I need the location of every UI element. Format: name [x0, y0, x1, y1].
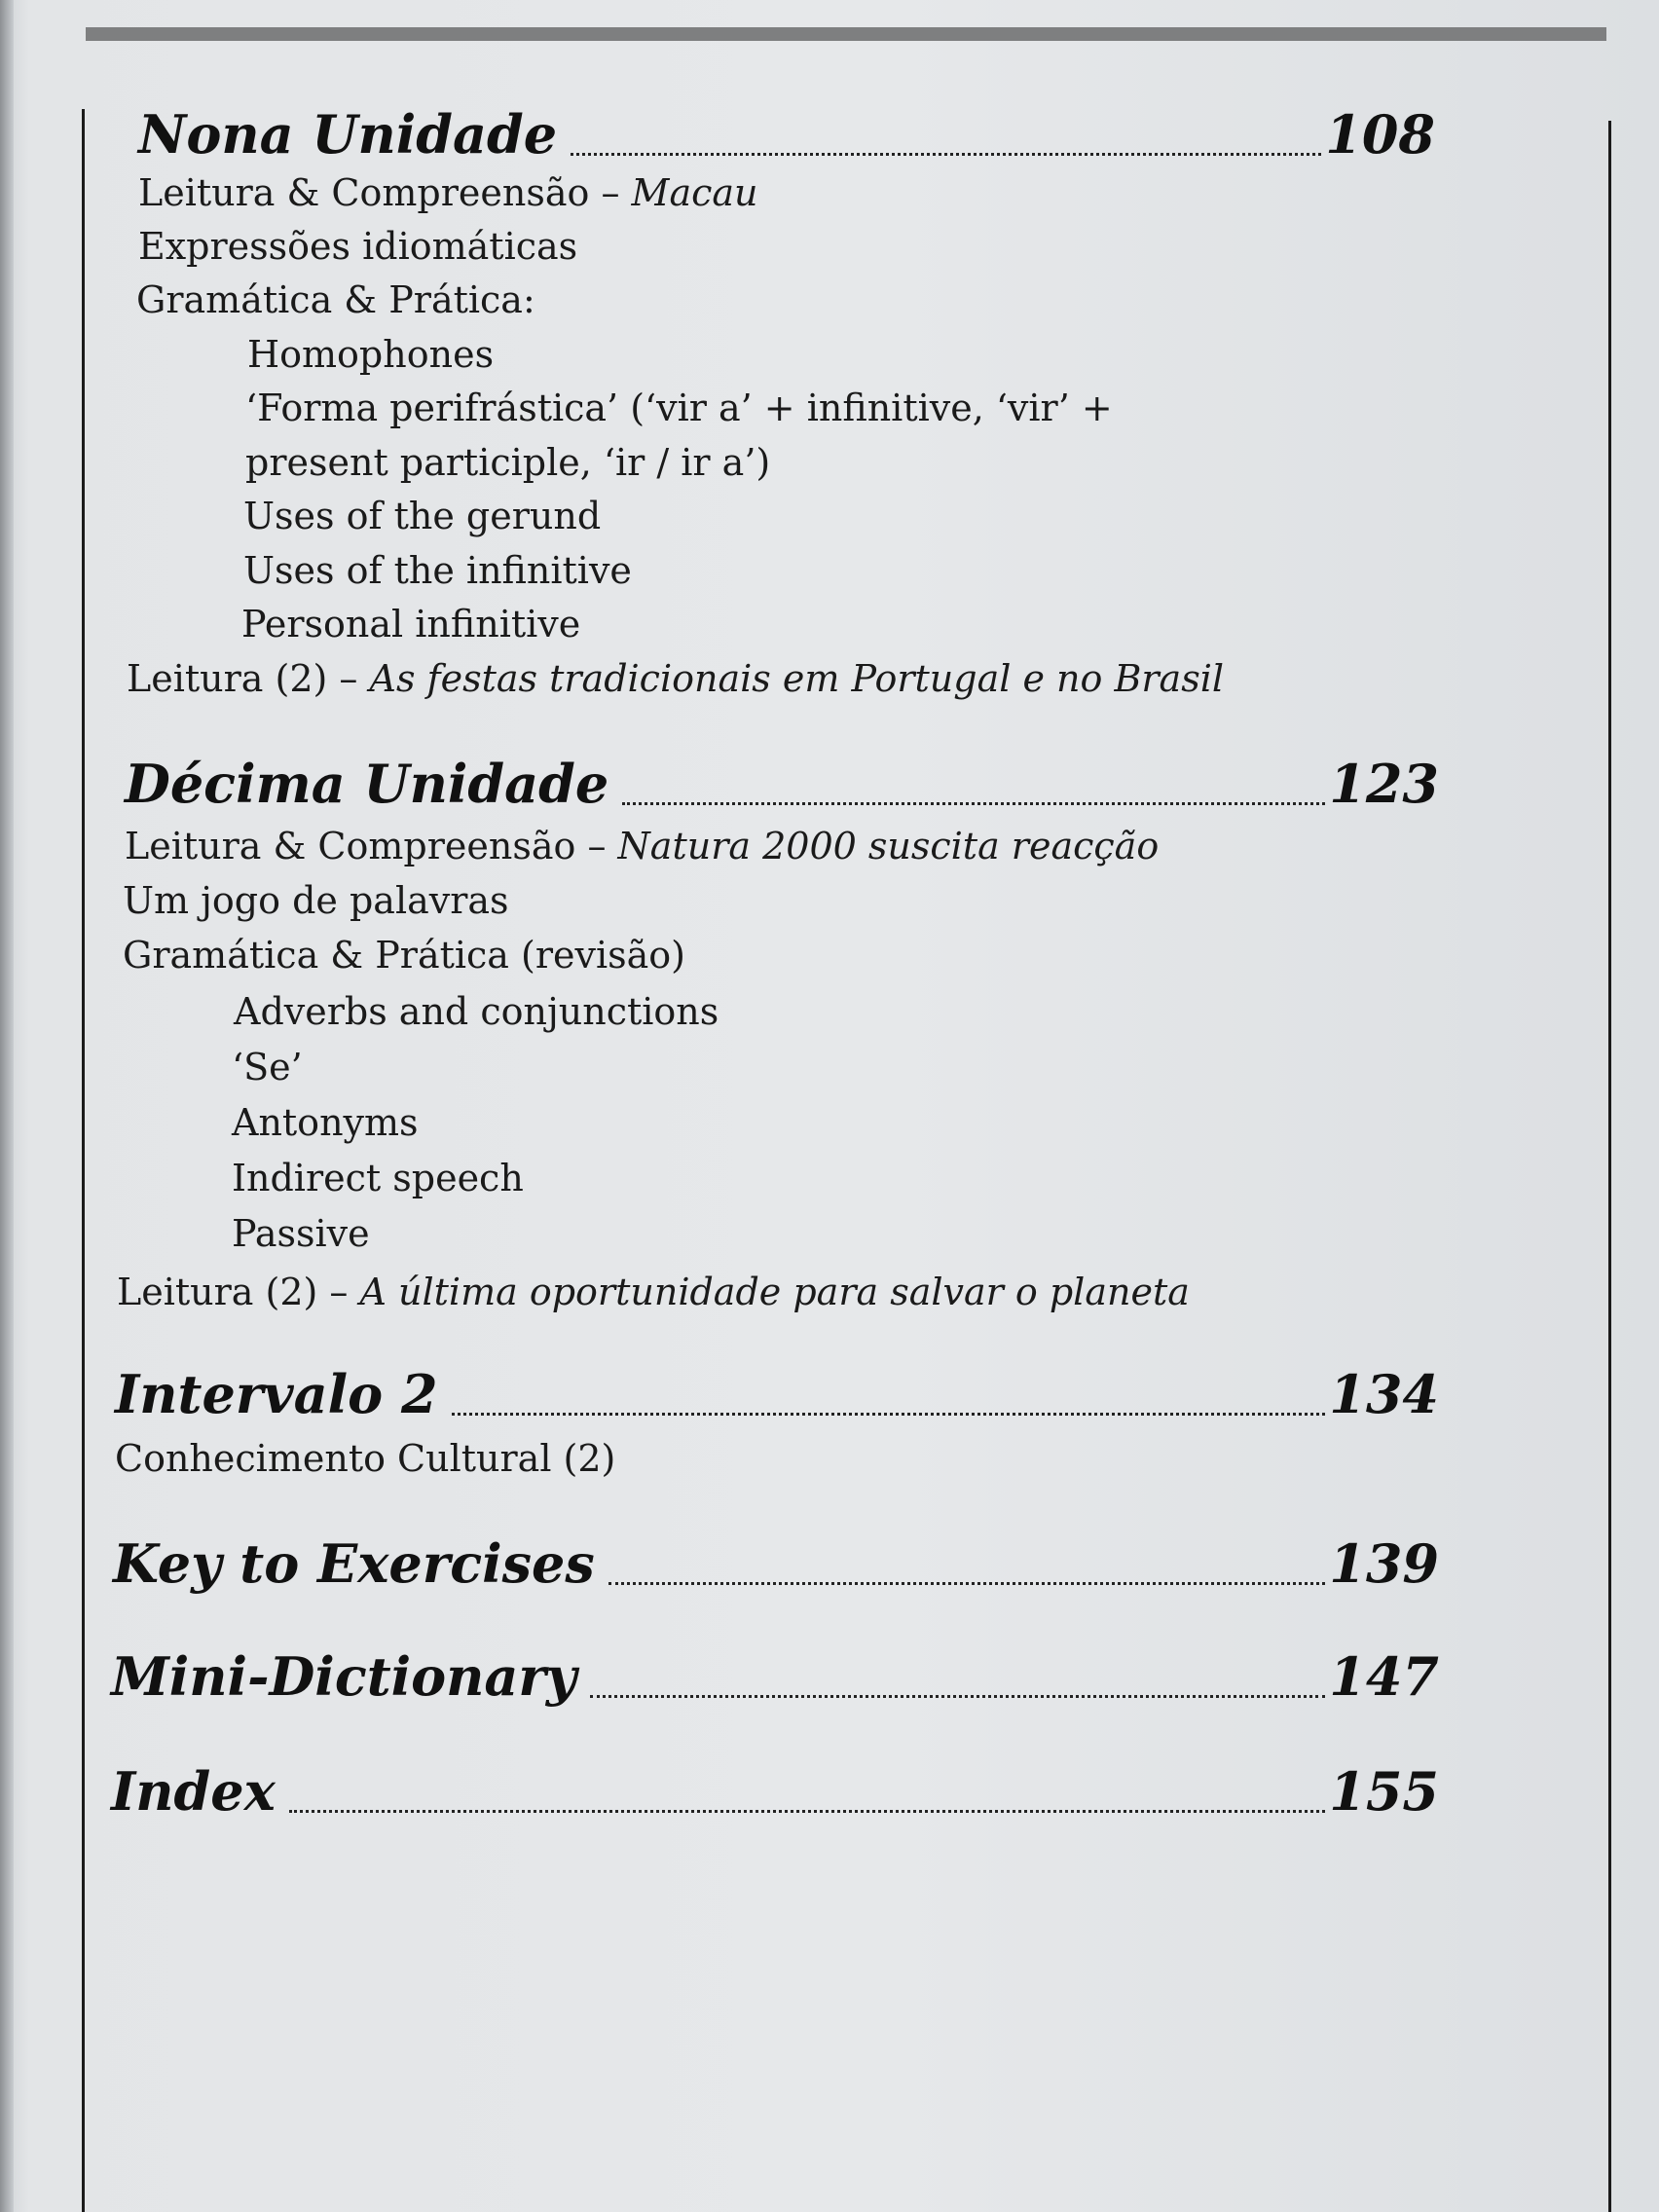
dot-leader	[622, 801, 1325, 805]
toc-entry-index[interactable]	[111, 1760, 1439, 1828]
nona-item: Uses of the gerund	[243, 495, 602, 537]
toc-entry-mini-dictionary[interactable]	[111, 1645, 1439, 1714]
dot-leader	[590, 1694, 1325, 1698]
leitura2-topic: A última oportunidade para salvar o planeta	[359, 1271, 1190, 1313]
leitura-label: Leitura & Compreensão –	[125, 825, 618, 867]
decima-jogo-line: Um jogo de palavras	[123, 879, 509, 922]
leitura2-label: Leitura (2) –	[127, 657, 370, 700]
page-number: 108	[1325, 103, 1435, 166]
entry-title: Mini-Dictionary	[111, 1645, 577, 1708]
page-number: 155	[1329, 1760, 1439, 1823]
entry-title: Nona Unidade	[138, 103, 558, 166]
top-rule	[86, 27, 1606, 41]
page-number: 139	[1329, 1532, 1439, 1595]
leitura2-topic: As festas tradicionais em Portugal e no Brasil	[369, 657, 1225, 700]
leitura2-label: Leitura (2) –	[117, 1271, 360, 1313]
decima-item: Adverbs and conjunctions	[234, 990, 719, 1033]
entry-title: Index	[111, 1760, 276, 1823]
dot-leader	[452, 1412, 1326, 1416]
decima-gramatica-line: Gramática & Prática (revisão)	[123, 934, 685, 977]
page-number: 147	[1329, 1645, 1439, 1708]
page-number: 134	[1329, 1363, 1439, 1425]
leitura-topic: Natura 2000 suscita reacção	[617, 825, 1160, 867]
toc-entry-key-to-exercises[interactable]	[113, 1532, 1439, 1601]
nona-item: present participle, ‘ir / ir a’)	[245, 441, 771, 484]
nona-item: Personal infinitive	[241, 603, 581, 645]
nona-leitura2-line	[127, 655, 1224, 702]
decima-item: Indirect speech	[232, 1157, 524, 1199]
nona-item: ‘Forma perifrástica’ (‘vir a’ + infinitive, ‘vir’ +	[245, 387, 1113, 429]
dot-leader	[571, 152, 1321, 156]
leitura-topic: Macau	[631, 171, 758, 214]
dot-leader	[289, 1809, 1325, 1813]
nona-item: Uses of the infinitive	[243, 549, 632, 592]
decima-item: ‘Se’	[232, 1046, 303, 1088]
right-border-rule	[1608, 121, 1611, 2212]
toc-entry-decima-unidade[interactable]	[125, 753, 1439, 821]
nona-item: Homophones	[247, 333, 495, 376]
decima-leitura2-line	[117, 1269, 1190, 1315]
nona-gramatica-line: Gramática & Prática:	[136, 278, 535, 321]
page-number: 123	[1329, 753, 1439, 815]
toc-entry-intervalo-2[interactable]	[115, 1363, 1439, 1431]
decima-leitura-line	[125, 823, 1159, 869]
left-border-rule	[82, 109, 85, 2212]
decima-item: Antonyms	[232, 1101, 419, 1144]
nona-leitura-line	[138, 169, 758, 216]
intervalo-sub-line: Conhecimento Cultural (2)	[115, 1437, 616, 1480]
entry-title: Key to Exercises	[113, 1532, 595, 1595]
decima-item: Passive	[232, 1212, 370, 1255]
nona-expressoes-line: Expressões idiomáticas	[138, 225, 578, 268]
entry-title: Décima Unidade	[125, 753, 609, 815]
leitura-label: Leitura & Compreensão –	[138, 171, 632, 214]
toc-entry-nona-unidade[interactable]	[138, 103, 1435, 171]
page-binding-shadow	[0, 0, 14, 2212]
entry-title: Intervalo 2	[115, 1363, 438, 1425]
dot-leader	[608, 1581, 1326, 1585]
